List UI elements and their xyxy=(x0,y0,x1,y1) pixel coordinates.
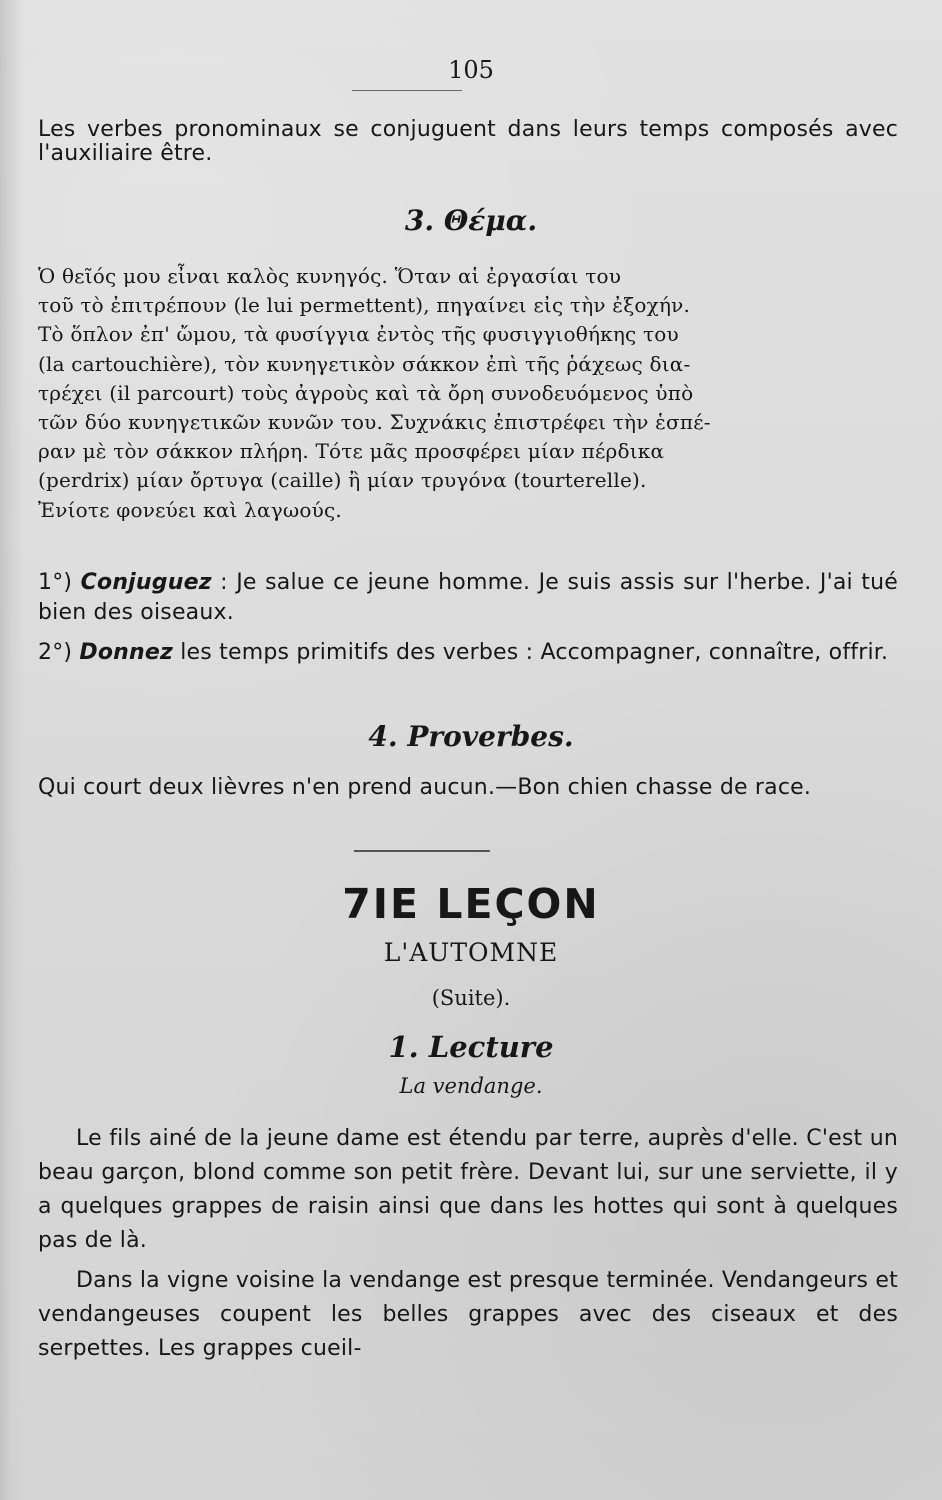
greek-theme-line-5: τρέχει (il parcourt) τοὺς ἀγροὺς καὶ τὰ ὄρη συνοδευόμενος ὑπὸ xyxy=(38,380,694,405)
section-divider xyxy=(354,850,490,852)
exercise-2-label: Donnez xyxy=(79,640,174,665)
greek-theme-line-6: τῶν δύο κυνηγετικῶν κυνῶν του. Συχνάκις ἐπιστρέφει τὴν ἑσπέ- xyxy=(38,409,711,434)
page-number: 105 xyxy=(448,56,494,84)
greek-theme-block xyxy=(38,262,898,525)
top-divider xyxy=(352,90,462,91)
lesson-subtitle: L'AUTOMNE xyxy=(383,938,559,967)
exercise-1-label: Conjuguez xyxy=(80,570,212,595)
exercise-1-number: 1°) xyxy=(38,570,73,595)
greek-theme-line-8: (perdrix) μίαν ὄρτυγα (caille) ἢ μίαν τρυγόνα (tourterelle). xyxy=(38,468,647,493)
proverbs-title: 4. Proverbes. xyxy=(368,720,574,753)
reading-title: 1. Lecture xyxy=(388,1030,554,1064)
exercise-2-number: 2°) xyxy=(38,640,73,665)
greek-theme-line-3: Τὸ ὅπλον ἐπ' ὤμου, τὰ φυσίγγια ἐντὸς τῆς φυσιγγιοθήκης του xyxy=(38,322,679,347)
exercise-1 xyxy=(38,568,898,629)
greek-theme-line-7: ραν μὲ τὸν σάκκον πλήρη. Τότε μᾶς προσφέρει μίαν πέρδικα xyxy=(38,439,665,464)
greek-theme-line-4: (la cartouchière), τὸν κυνηγετικὸν σάκκον ἐπὶ τῆς ῥάχεως δια- xyxy=(38,351,691,376)
exercise-2-text: les temps primitifs des verbes : Accompagner, connaître, offrir. xyxy=(173,640,889,665)
theme-title: 3. Θέμα. xyxy=(404,204,538,237)
greek-theme-line-1: Ὁ θεῖός μου εἶναι καλὸς κυνηγός. Ὅταν αἱ ἐργασίαι του xyxy=(38,264,622,288)
reading-subtitle: La vendange. xyxy=(399,1074,543,1098)
exercise-2 xyxy=(38,638,898,668)
greek-theme-line-9: Ἐνίοτε φονεύει καὶ λαγωούς. xyxy=(38,497,342,522)
reading-paragraph-1: Le fils ainé de la jeune dame est étendu par terre, auprès d'elle. C'est un beau garçon, blond comme son petit frère. Devant lui, sur une serviette, il y a quelques grappes de raisin ainsi que dans les hottes qui sont à quelques pas de là. xyxy=(38,1126,898,1253)
proverbs-paragraph: Qui court deux lièvres n'en prend aucun.—Bon chien chasse de race. xyxy=(38,775,812,800)
exercise-1-text: : Je salue ce jeune homme. Je suis assis sur l'herbe. J'ai tué bien des oiseaux. xyxy=(38,570,898,626)
greek-theme-line-2: τοῦ τὸ ἐπιτρέπουν (le lui permettent), πηγαίνει εἰς τὴν ἐξοχήν. xyxy=(38,293,691,318)
lesson-title: 7IE LEÇON xyxy=(342,880,600,928)
intro-paragraph: Les verbes pronominaux se conjuguent dans leurs temps composés avec l'auxiliaire être. xyxy=(38,117,898,167)
lesson-suite: (Suite). xyxy=(431,986,511,1010)
reading-paragraph-2: Dans la vigne voisine la vendange est presque terminée. Vendangeurs et vendangeuses coupent les belles grappes avec des ciseaux et des serpettes. Les grappes cueil- xyxy=(38,1268,898,1361)
